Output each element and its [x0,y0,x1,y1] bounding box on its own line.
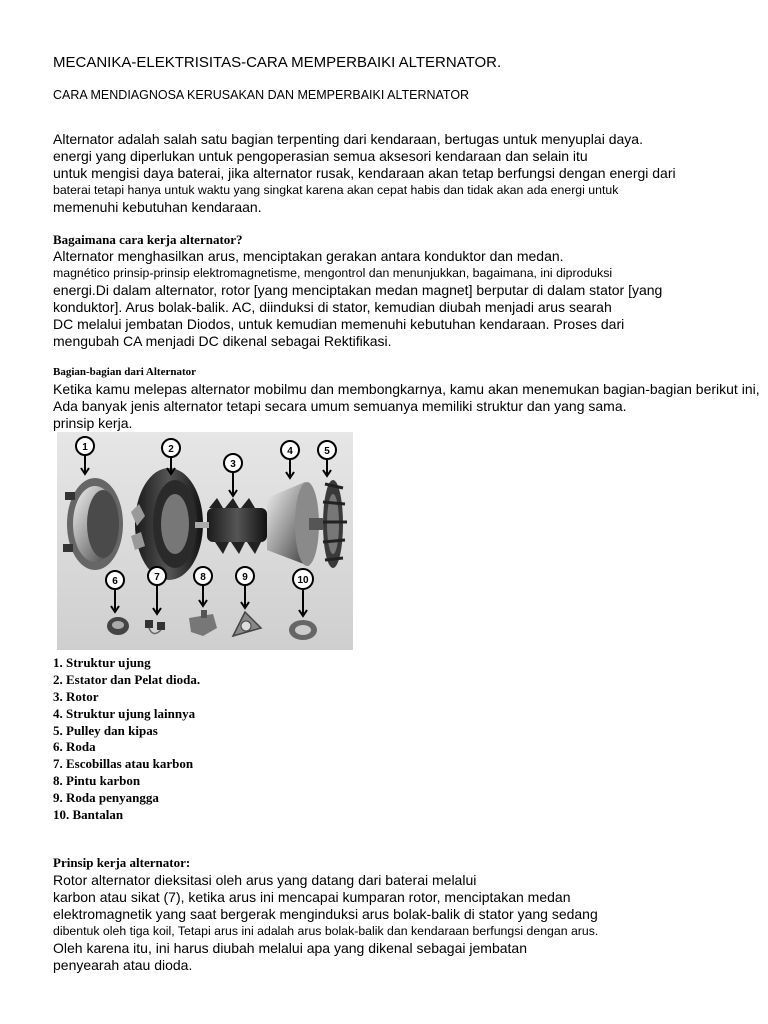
svg-text:8: 8 [200,572,206,583]
how-line: konduktor]. Arus bolak-balik. AC, diinduksi di stator, kemudian diubah menjadi arus searah [53,299,612,315]
how-line: mengubah CA menjadi DC dikenal sebagai Rektifikasi. [53,333,392,349]
page-title: MECANIKA-ELEKTRISITAS-CARA MEMPERBAIKI ALTERNATOR. [53,54,502,71]
list-item: 1. Struktur ujung [53,655,151,670]
svg-text:5: 5 [324,446,330,457]
how-line: energi.Di dalam alternator, rotor [yang menciptakan medan magnet] berputar di dalam stator [yang [53,282,663,298]
list-item: 6. Roda [53,739,96,755]
list-item: 10. Bantalan [53,807,124,823]
list-item: 4. Struktur ujung lainnya [53,705,196,721]
parts-heading: Bagian-bagian dari Alternator [53,366,197,378]
svg-text:7: 7 [154,572,160,583]
page-subtitle: CARA MENDIAGNOSA KERUSAKAN DAN MEMPERBAIKI ALTERNATOR [53,88,470,102]
list-item: 7. Escobillas atau karbon [53,756,194,772]
svg-text:2: 2 [168,444,174,455]
principle-line: Oleh karena itu, ini harus diubah melalui apa yang dikenal sebagai jembatan [53,940,527,956]
how-line: Alternator menghasilkan arus, menciptakan gerakan antara konduktor dan medan. [53,248,564,264]
parts-line: Ketika kamu melepas alternator mobilmu dan membongkarnya, kamu akan menemukan bagian-bagian berikut ini, [53,381,760,397]
list-item: 9. Roda penyangga [53,790,159,806]
svg-text:6: 6 [112,576,118,587]
wheel-part [107,617,129,635]
svg-text:10: 10 [297,575,309,586]
svg-text:3: 3 [230,459,236,470]
svg-text:9: 9 [242,572,248,583]
principle-paragraph [53,872,598,974]
principle-line: karbon atau sikat (7), ketika arus ini mencapai kumparan rotor, menciptakan medan [53,889,571,905]
list-item: 8. Pintu karbon [53,773,141,789]
parts-line: Ada banyak jenis alternator tetapi secara umum semuanya memiliki struktur dan yang sama. [53,398,627,414]
intro-line: energi yang diperlukan untuk pengoperasian semua aksesori kendaraan dan selain itu [53,148,588,164]
how-line: DC melalui jembatan Diodos, untuk kemudian memenuhi kebutuhan kendaraan. Proses dari [53,316,625,332]
intro-line: baterai tetapi hanya untuk waktu yang singkat karena akan cepat habis dan tidak akan ada energi untuk [53,183,619,197]
svg-text:1: 1 [82,442,88,453]
principle-line: dibentuk oleh tiga koil, Tetapi arus ini adalah arus bolak-balik dan kendaraan berfungsi dengan arus. [53,924,599,938]
principle-line: penyearah atau dioda. [53,957,193,973]
intro-paragraph [53,131,676,216]
principle-line: elektromagnetik yang saat bergerak menginduksi arus bolak-balik di stator yang sedang [53,906,598,922]
parts-paragraph [53,381,760,432]
how-it-works-heading: Bagaimana cara kerja alternator? [53,232,243,247]
bearing-part [289,620,317,640]
principle-heading: Prinsip kerja alternator: [53,855,191,870]
intro-line: Alternator adalah salah satu bagian terpenting dari kendaraan, bertugas untuk menyuplai daya. [53,131,643,147]
parts-line: prinsip kerja. [53,415,133,431]
parts-list [53,655,200,824]
intro-line: memenuhi kebutuhan kendaraan. [53,199,262,215]
intro-line: untuk mengisi daya baterai, jika alternator rusak, kendaraan akan tetap berfungsi dengan energi dari [53,165,676,181]
how-line: magnético prinsip-prinsip elektromagnetisme, mengontrol dan menunjukkan, bagaimana, ini diproduksi [53,266,613,280]
list-item: 2. Estator dan Pelat dioda. [53,671,201,687]
alternator-exploded-figure [57,432,353,650]
principle-line: Rotor alternator dieksitasi oleh arus yang datang dari baterai melalui [53,872,477,888]
how-it-works-paragraph [53,248,662,350]
svg-text:4: 4 [287,446,293,457]
list-item: 5. Pulley dan kipas [53,722,158,738]
list-item: 3. Rotor [53,688,99,704]
